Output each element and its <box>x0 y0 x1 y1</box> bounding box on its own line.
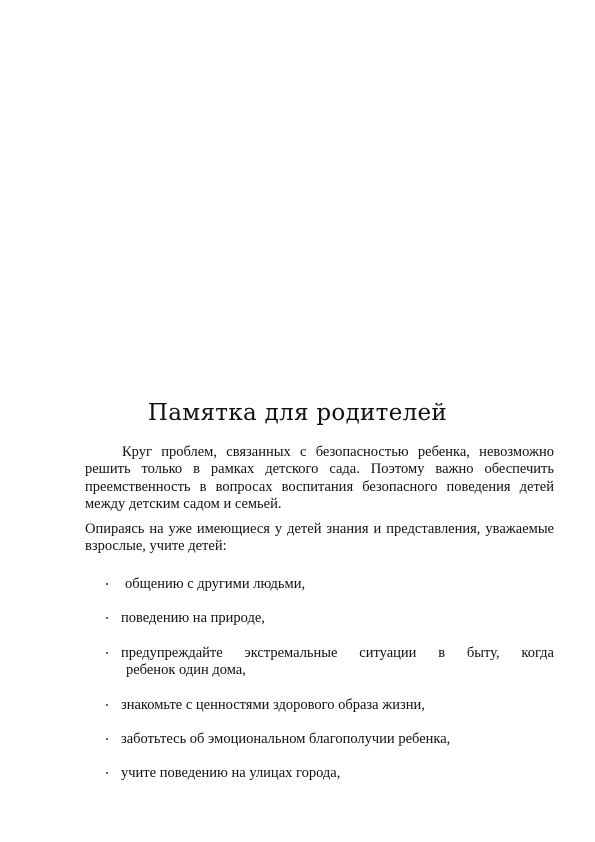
bullet-icon <box>106 652 108 654</box>
list-item-text: знакомьте с ценностями здорового образа жизни, <box>121 697 425 713</box>
intro-paragraph: Круг проблем, связанных с безопасностью ребенка, невозможно решить только в рамках детского сада. Поэтому важно обеспечить преемственность в вопросах воспитания безопасного поведения детей между детским садом и семьей. <box>85 444 554 512</box>
bullet-icon <box>106 583 108 585</box>
list-item-text-multiline <box>121 645 554 680</box>
list-item-text: поведению на природе, <box>121 610 265 626</box>
bullet-icon <box>106 704 108 706</box>
bullet-icon <box>106 738 108 740</box>
instruction-paragraph: Опираясь на уже имеющиеся у детей знания и представления, уважаемые взрослые, учите детей: <box>85 521 554 555</box>
list-item-text-line1: предупреждайте экстремальные ситуации в быту, когда <box>121 645 554 661</box>
list-item-text: учите поведению на улицах города, <box>121 765 341 781</box>
bullet-icon <box>106 617 108 619</box>
bullet-icon <box>106 772 108 774</box>
list-item-text: общению с другими людьми, <box>125 576 306 592</box>
list-item-text-line2: ребенок один дома, <box>126 662 246 679</box>
list-item-text: заботьтесь об эмоциональном благополучии ребенка, <box>121 731 451 747</box>
page-title: Памятка для родителей <box>147 400 448 426</box>
